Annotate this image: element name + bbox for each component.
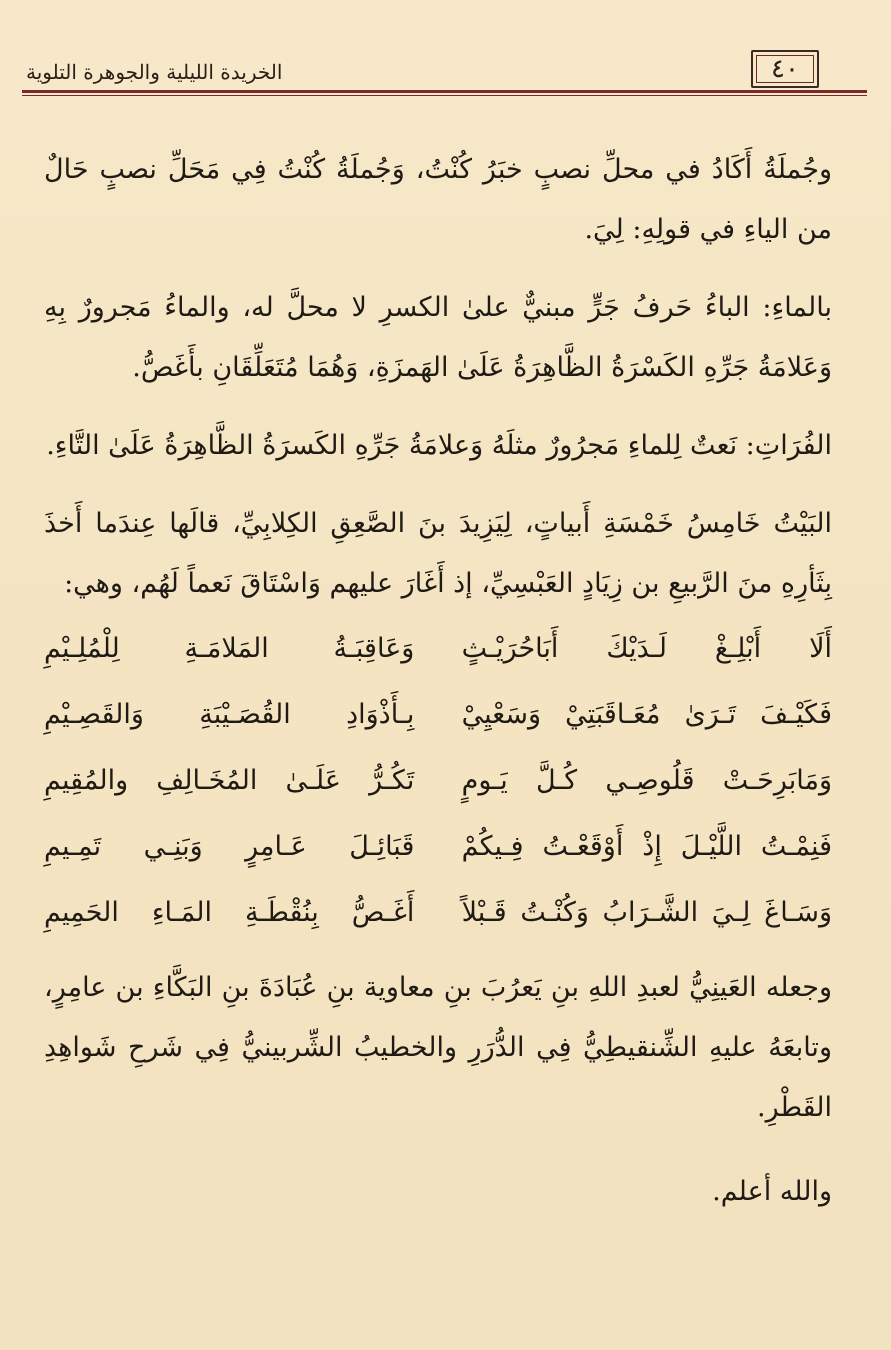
poem [44,616,832,946]
closing-line: والله أعلم. [712,1176,832,1207]
hemistich-second: قَبَائِـلَ عَـامِرٍ وَبَنِـي تَمِـيمِ [44,831,415,862]
hemistich-first: وَمَابَرِحَـتْ قَلُوصِـي كُـلَّ يَـومٍ [461,765,832,796]
poem-verse-1 [44,616,832,682]
paragraph-2: بالماءِ: الباءُ حَرفُ جَرٍّ مبنيٌّ علىٰ الكسرِ لا محلَّ له، والماءُ مَجرورٌ بِهِ وَعَلامَةُ جَرِّهِ الكَسْرَةُ الظَّاهِرَةُ عَلَىٰ الهَمزَةِ، وَهُمَا مُتَعَلِّقَانِ بأَغَصُّ. [44,292,832,383]
hemistich-first: فَكَيْـفَ تَـرَىٰ مُعَـاقَبَتِيْ وَسَعْيِيْ [461,699,832,730]
hemistich-second: بِـأَذْوَادِ القُصَـيْبَةِ وَالقَصِـيْمِ [44,699,415,730]
page-header [22,48,867,96]
paragraph-3: الفُرَاتِ: نَعتٌ لِلماءِ مَجرُورٌ مثلَهُ وَعلامَةُ جَرِّهِ الكَسرَةُ الظَّاهِرَةُ عَلَىٰ التَّاءِ. [46,430,832,461]
poem-verse-2 [44,682,832,748]
header-rule-thin [22,95,867,96]
running-title: الخريدة الليلية والجوهرة التلوية [26,60,283,84]
poem-verse-3 [44,748,832,814]
hemistich-first: وَسَـاغَ لِـيَ الشَّـرَابُ وَكُنْـتُ قَـبْلاً [461,897,832,928]
poem-verse-5 [44,880,832,946]
hemistich-second: أَغَـصُّ بِنُقْطَـةِ المَـاءِ الحَمِيمِ [44,897,415,928]
hemistich-first: فَنِمْـتُ اللَّيْـلَ إِذْ أَوْقَعْـتُ فِـيكُمْ [461,831,832,862]
hemistich-second: وَعَاقِبَـةُ المَلامَـةِ لِلْمُلِـيْمِ [44,633,415,664]
poem-verse-4 [44,814,832,880]
page-number: ٤٠ [751,50,819,88]
paragraph-4: البَيْتُ خَامِسُ خَمْسَةِ أَبياتٍ، لِيَزِيدَ بنَ الصَّعِقِ الكِلابِيِّ، قالَها عِندَما أَخذَ بِثَأرِهِ منَ الرَّبيعِ بن زِيَادٍ العَبْسِيِّ، إذ أَغَارَ عليهم وَاسْتَاقَ نَعماً لَهُم، وهي: [44,508,832,599]
page-body [44,140,832,1240]
hemistich-first: أَلَا أَبْلِـغْ لَـدَيْكَ أَبَاحُرَيْـثٍ [461,633,832,664]
paragraph-1: وجُملَةُ أَكَادُ في محلِّ نصبٍ خبَرُ كُنْتُ، وَجُملَةُ كُنْتُ فِي مَحَلِّ نصبٍ حَالٌ من الياءِ في قولِهِ: لِيَ. [44,154,832,245]
paragraph-5: وجعله العَينِيُّ لعبدِ اللهِ بنِ يَعرُبَ بنِ معاوية بنِ عُبَادَةَ بنِ البَكَّاءِ بن عامِرٍ، وتابعَهُ عليهِ الشِّنقيطِيُّ فِي الدُّرَرِ والخطيبُ الشِّربينيُّ فِي شَرحِ شَواهِدِ القَطْرِ. [44,972,832,1123]
header-rule-thick [22,90,867,93]
hemistich-second: تَكُـرُّ عَلَـىٰ المُخَـالِفِ والمُقِيمِ [44,765,415,796]
